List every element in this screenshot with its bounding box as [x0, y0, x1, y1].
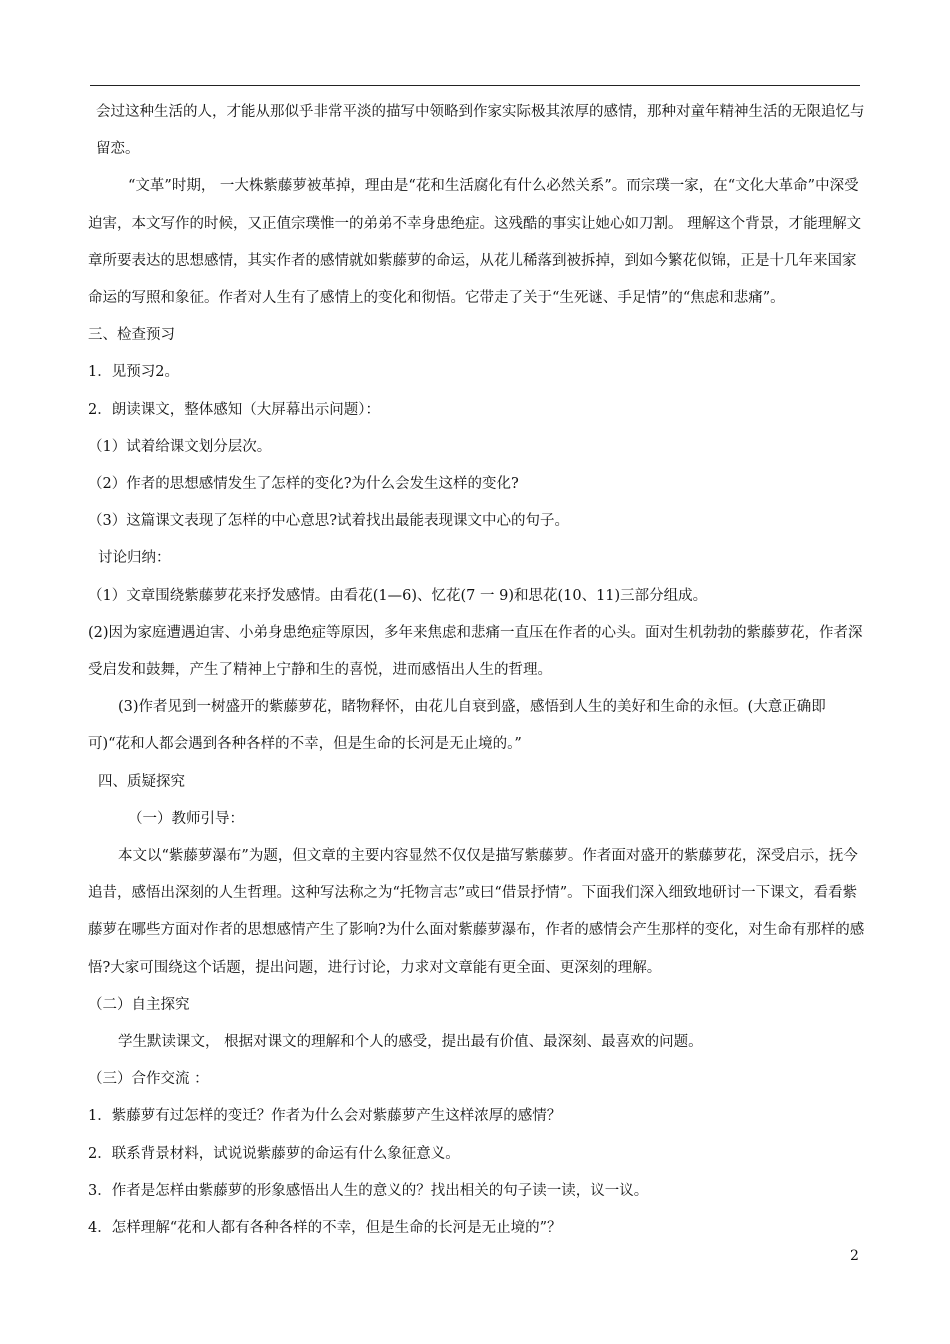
sub-heading: （二）自主探究	[88, 996, 190, 1013]
list-item: 1．见预习2。	[88, 364, 179, 381]
paragraph: (2)因为家庭遭遇迫害、小弟身患绝症等原因，多年来焦虑和悲痛一直压在作者的心头。面对生机勃勃的紫藤萝花，作者深受启发和鼓舞，产生了精神上宁静和生的喜悦，进而感悟出人生的哲理。	[88, 624, 863, 679]
header-rule	[90, 85, 860, 86]
paragraph: (3)作者见到一树盛开的紫藤萝花，睹物释怀，由花儿自衰到盛，感悟到人生的美好和生命的永恒。(大意正确即可)“花和人都会遇到各种各样的不幸，但是生命的长河是无止境的。”	[88, 699, 826, 753]
document-body	[88, 94, 866, 1247]
list-item: 3．作者是怎样由紫藤萝的形象感悟出人生的意义的？找出相关的句子读一读，议一议。	[88, 1182, 649, 1199]
section-heading: 三、检查预习	[88, 327, 175, 344]
paragraph: （1）文章围绕紫藤萝花来抒发感情。由看花(1—6)、忆花(7 一 9)和思花(10、11)三部分组成。	[88, 587, 708, 604]
paragraph: 学生默读课文， 根据对课文的理解和个人的感受，提出最有价值、最深刻、最喜欢的问题。	[118, 1034, 703, 1051]
paragraph: “文革”时期， 一大株紫藤萝被革掉，理由是“花和生活腐化有什么必然关系”。而宗璞一家，在“文化大革命”中深受迫害，本文写作的时候，又正值宗璞惟一的弟弟不幸身患绝症。这残酷的事实让她心如刀割。 理解这个背景，才能理解文章所要表达的思想感情，其实作者的感情就如紫藤萝的命运，从花儿稀落到被拆掉，到如今繁花似锦，正是十几年来国家命运的写照和象征。作者对人生有了感情上的变化和彻悟。它带走了关于“生死谜、手足情”的“焦虑和悲痛”。	[88, 178, 862, 307]
sub-heading: （一）教师引导：	[128, 810, 244, 827]
sub-heading: （三）合作交流 ：	[88, 1071, 209, 1088]
list-item: （2）作者的思想感情发生了怎样的变化?为什么会发生这样的变化?	[88, 476, 519, 493]
paragraph: 会过这种生活的人，才能从那似乎非常平淡的描写中领略到作家实际极其浓厚的感情，那种对童年精神生活的无限追忆与留恋。	[96, 104, 865, 158]
section-heading: 四、质疑探究	[98, 773, 185, 790]
list-item: （1）试着给课文划分层次。	[88, 438, 272, 455]
paragraph: 本文以“紫藤萝瀑布”为题，但文章的主要内容显然不仅仅是描写紫藤萝。作者面对盛开的紫藤萝花，深受启示，抚今追昔，感悟出深刻的人生哲理。这种写法称之为“托物言志”或曰“借景抒情”。下面我们深入细致地研讨一下课文，看看紫藤萝在哪些方面对作者的思想感情产生了影响?为什么面对紫藤萝瀑布，作者的感情会产生那样的变化，对生命有那样的感悟?大家可围绕这个话题，提出问题，进行讨论，力求对文章能有更全面、更深刻的理解。	[88, 848, 865, 976]
list-item: 2．联系背景材料，试说说紫藤萝的命运有什么象征意义。	[88, 1145, 460, 1162]
list-item: （3）这篇课文表现了怎样的中心意思?试着找出最能表现课文中心的句子。	[88, 513, 569, 530]
list-item: 1．紫藤萝有过怎样的变迁？作者为什么会对紫藤萝产生这样浓厚的感情？	[88, 1108, 562, 1125]
list-item: 2．朗读课文，整体感知（大屏幕出示问题）：	[88, 401, 380, 418]
list-item: 4．怎样理解“花和人都有各种各样的不幸，但是生命的长河是无止境的”？	[88, 1220, 562, 1237]
paragraph: 讨论归纳：	[98, 550, 171, 567]
page-number: 2	[850, 1248, 859, 1264]
